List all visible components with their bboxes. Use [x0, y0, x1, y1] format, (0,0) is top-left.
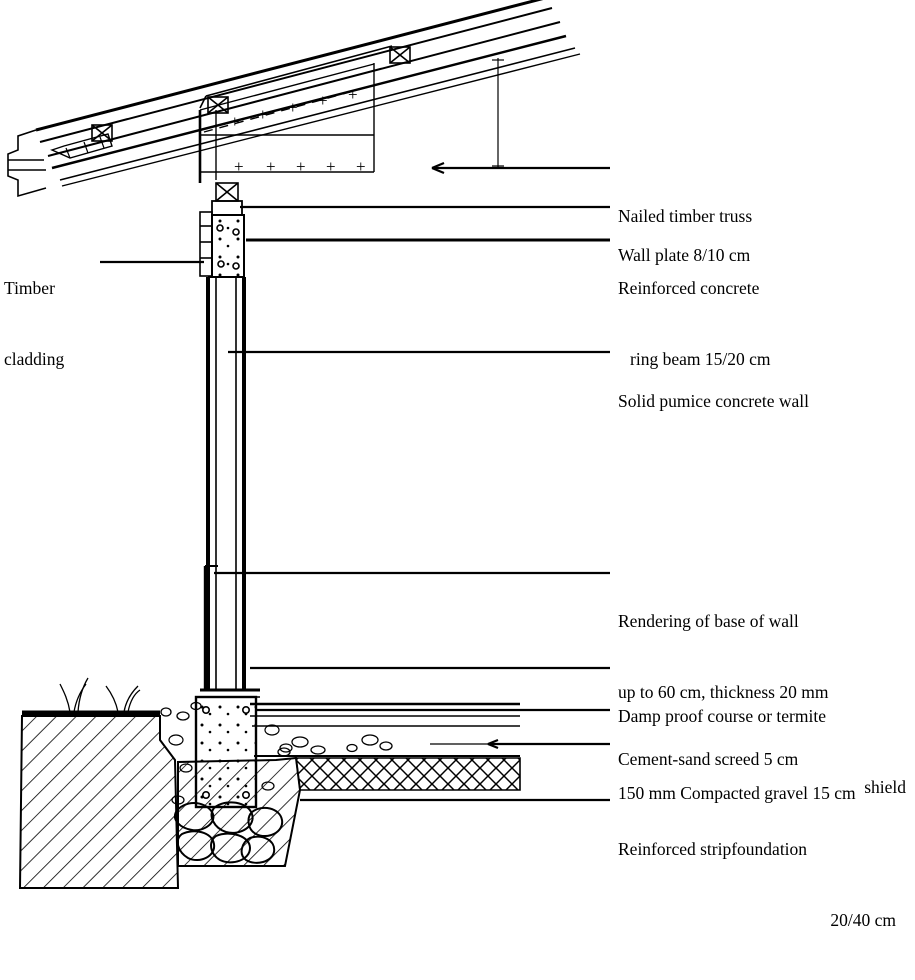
svg-text:+: + [318, 91, 328, 110]
svg-text:+: + [326, 157, 336, 176]
label-nailed-timber-truss: Nailed timber truss [618, 206, 753, 227]
svg-text:+: + [234, 157, 244, 176]
wall-plate [212, 201, 242, 215]
label-ring-beam: Reinforced concrete ring beam 15/20 cm [618, 278, 771, 370]
svg-text:+: + [258, 105, 268, 124]
svg-text:+: + [348, 85, 358, 104]
svg-text:+: + [296, 157, 306, 176]
label-screed: Cement-sand screed 5 cm [618, 749, 799, 770]
nail-plate-icon [92, 47, 410, 201]
svg-text:+: + [288, 98, 298, 117]
timber-cladding [200, 212, 212, 276]
label-rendering: Rendering of base of wall up to 60 cm, thickness 20 mm [618, 611, 829, 703]
label-wall-plate: Wall plate 8/10 cm [618, 245, 751, 266]
pumice-wall [205, 277, 244, 690]
label-dpc: Damp proof course or termite shield [618, 706, 906, 798]
svg-text:+: + [266, 157, 276, 176]
label-pumice-wall: Solid pumice concrete wall [618, 391, 809, 412]
ring-beam [212, 215, 244, 277]
svg-text:+: + [356, 157, 366, 176]
svg-text:+: + [230, 112, 240, 131]
label-timber-cladding: Timber cladding [4, 278, 65, 370]
label-strip-foundation: Reinforced stripfoundation 20/40 cm [618, 839, 896, 931]
roof-assembly [8, 0, 580, 201]
label-gravel: 150 mm Compacted gravel 15 cm [618, 783, 856, 804]
